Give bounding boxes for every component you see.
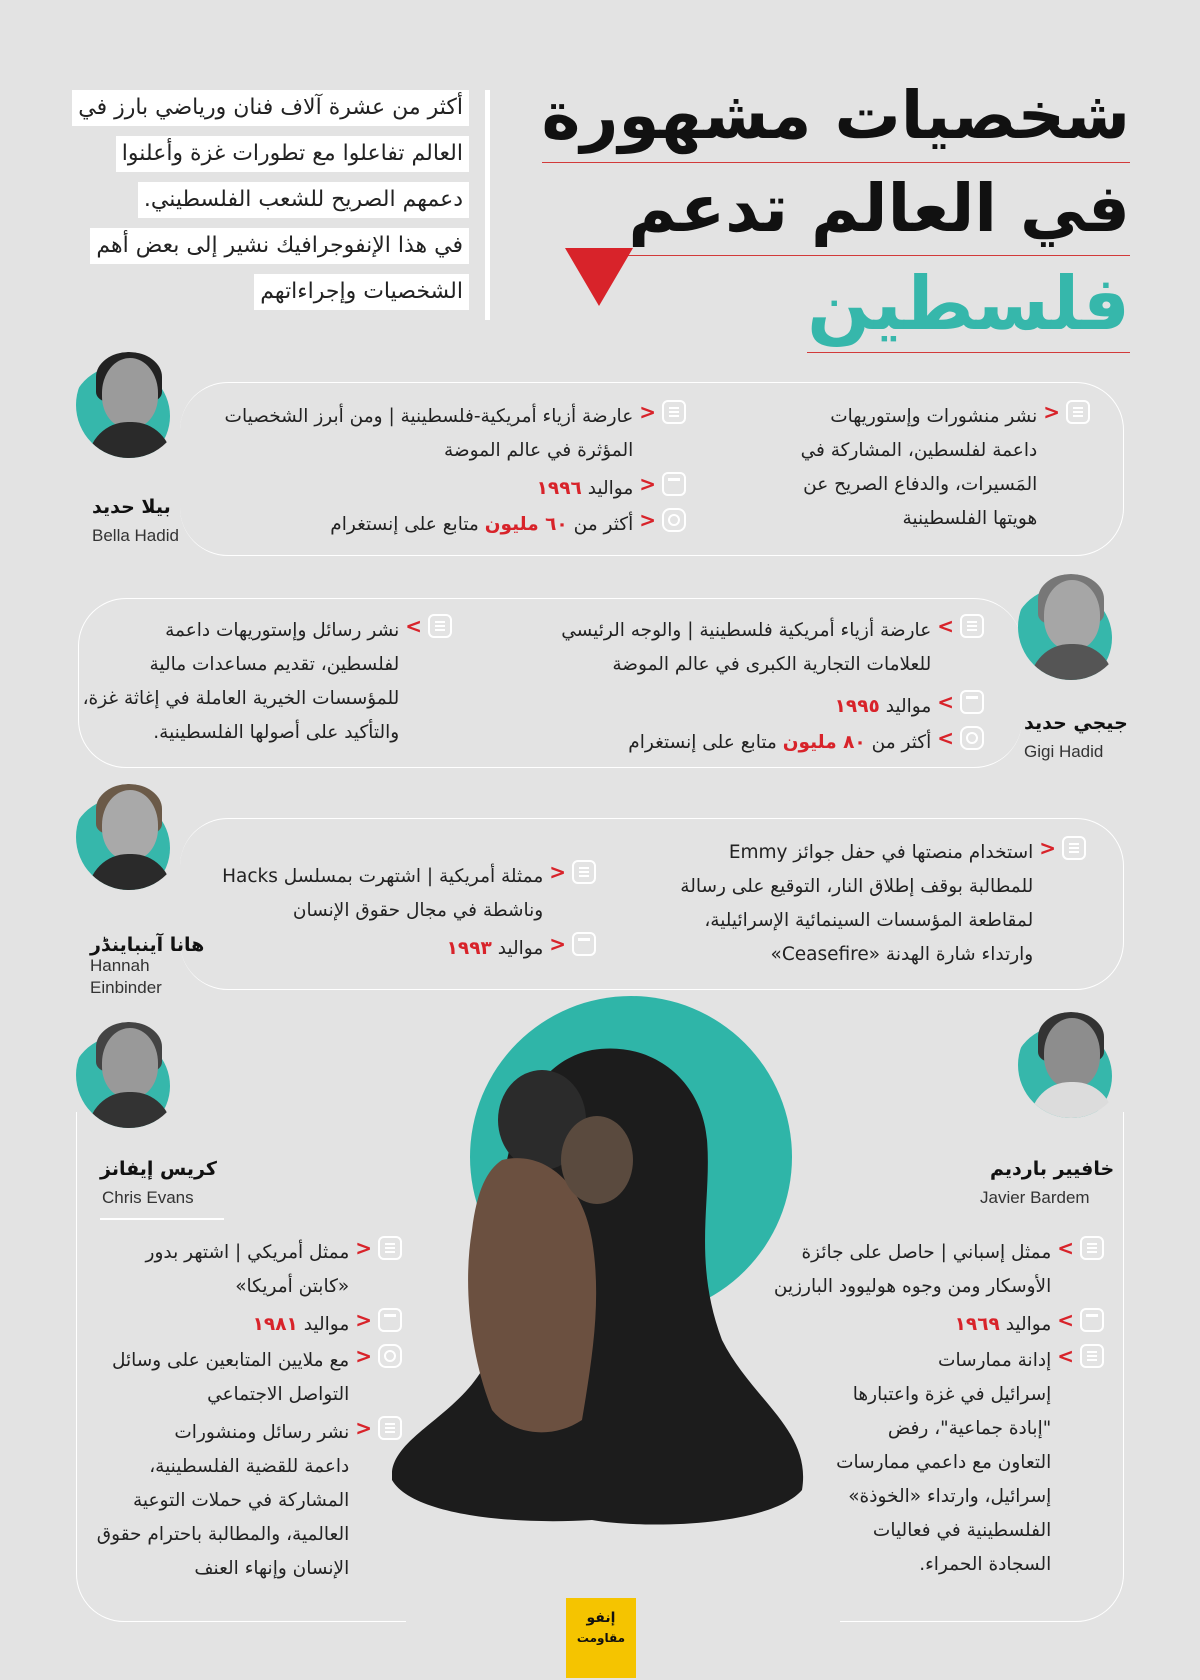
chevron-icon: > [937, 690, 954, 714]
action-line: السجادة الحمراء. [919, 1554, 1052, 1575]
bio-line: للعلامات التجارية الكبرى في عالم الموضة [612, 654, 932, 675]
followers-suffix: متابع على إنستغرام [628, 732, 777, 753]
action-line: هويتها الفلسطينية [902, 508, 1038, 529]
chevron-icon: < [639, 400, 656, 424]
social-row-chris [102, 1344, 402, 1412]
action-line: إسرائيل، وارتداء «الخوذة» [848, 1486, 1052, 1507]
name-ar-javier: خافيير بارديم [990, 1158, 1115, 1180]
name-en-javier: Javier Bardem [980, 1188, 1090, 1207]
name-en-bella: Bella Hadid [92, 526, 179, 545]
action-line: إدانة ممارسات [938, 1350, 1052, 1371]
followers-suffix: متابع على إنستغرام [330, 514, 479, 535]
born-row-hannah [216, 932, 596, 966]
bio-line: عارضة أزياء أمريكية-فلسطينية | ومن أبرز الشخصيات [224, 406, 634, 427]
bio-line: عارضة أزياء أمريكية فلسطينية | والوجه الرئيسي [561, 620, 932, 641]
divider [100, 1218, 224, 1220]
born-row-bella [216, 472, 686, 506]
mother-child-image [392, 1040, 812, 1530]
action-line: العالمية، والمطالبة باحترام حقوق [96, 1524, 350, 1545]
action-line: نشر رسائل وإستوريهات داعمة [165, 620, 400, 641]
action-line: نشر منشورات وإستوريهات [830, 406, 1038, 427]
followers-prefix: أكثر من [871, 732, 932, 753]
calendar-icon [662, 472, 686, 496]
document-icon [960, 614, 984, 638]
actions-row-gigi [82, 614, 452, 750]
born-label: مواليد [303, 1314, 350, 1335]
followers-value: ٦٠ مليون [484, 514, 568, 535]
page-title [530, 70, 1130, 353]
checklist-icon [1066, 400, 1090, 424]
calendar-icon [378, 1308, 402, 1332]
chevron-icon: < [639, 472, 656, 496]
bio-row-hannah [216, 860, 596, 928]
actions-row-hannah [680, 836, 1086, 972]
intro-line: في هذا الإنفوجرافيك نشير إلى بعض أهم [90, 228, 469, 264]
intro-line: العالم تفاعلوا مع تطورات غزة وأعلنوا [116, 136, 469, 172]
born-label: مواليد [587, 478, 634, 499]
born-row-javier [804, 1308, 1104, 1342]
name-en-gigi: Gigi Hadid [1024, 742, 1104, 761]
chevron-icon: < [549, 932, 566, 956]
avatar-bella-hadid [76, 352, 182, 458]
logo-line: إنفو [586, 1610, 616, 1626]
action-line: لمقاطعة المؤسسات السينمائية الإسرائيلية، [704, 910, 1034, 931]
name-ar-chris: كريس إيفانز [100, 1158, 217, 1180]
document-icon [1080, 1236, 1104, 1260]
chevron-icon: > [937, 614, 954, 638]
name-ar-hannah: هانا آينباينڈر [90, 934, 205, 956]
name-ar-bella: بيلا حديد [92, 496, 171, 518]
actions-row-chris [96, 1416, 402, 1586]
action-line: إسرائيل في غزة واعتبارها [852, 1384, 1052, 1405]
action-line: نشر رسائل ومنشورات [174, 1422, 350, 1443]
checklist-icon [1062, 836, 1086, 860]
avatar-chris-evans [76, 1022, 182, 1128]
chevron-icon: > [937, 726, 954, 750]
followers-prefix: أكثر من [573, 514, 634, 535]
bio-row-gigi [554, 614, 984, 682]
chevron-icon: > [1057, 1344, 1074, 1368]
chevron-icon: < [355, 1308, 372, 1332]
action-line: الإنسان وإنهاء العنف [194, 1558, 350, 1579]
born-row-gigi [554, 690, 984, 724]
title-line-1: شخصيات مشهورة [542, 70, 1130, 163]
instagram-icon [662, 508, 686, 532]
born-year: ١٩٩٥ [834, 696, 880, 717]
action-line: المَسيرات، والدفاع الصريح عن [803, 474, 1038, 495]
bio-row-javier [773, 1236, 1104, 1304]
action-line: استخدام منصتها في حفل جوائز Emmy [728, 842, 1034, 863]
title-line-3: فلسطين [807, 256, 1130, 353]
name-en-hannah-1: Hannah [90, 956, 150, 975]
born-label: مواليد [497, 938, 544, 959]
document-icon [378, 1236, 402, 1260]
bio-line: المؤثرة في عالم الموضة [443, 440, 634, 461]
calendar-icon [1080, 1308, 1104, 1332]
followers-row-bella [216, 508, 686, 542]
action-line: للمؤسسات الخيرية العاملة في إغاثة غزة، [82, 688, 400, 709]
instagram-icon [378, 1344, 402, 1368]
calendar-icon [572, 932, 596, 956]
avatar-javier-bardem [1018, 1012, 1124, 1118]
born-row-chris [102, 1308, 402, 1342]
bio-row-chris [102, 1236, 402, 1304]
chevron-icon: < [355, 1344, 372, 1368]
action-line: الفلسطينية في فعاليات [872, 1520, 1052, 1541]
checklist-icon [428, 614, 452, 638]
instagram-icon [960, 726, 984, 750]
chevron-icon: < [1039, 836, 1056, 860]
actions-row-bella [790, 400, 1090, 536]
born-year: ١٩٨١ [252, 1314, 298, 1335]
intro-line: دعمهم الصريح للشعب الفلسطيني. [138, 182, 469, 218]
logo-line: مقاومت [576, 1631, 626, 1645]
chevron-icon: < [355, 1236, 372, 1260]
red-triangle-icon [565, 248, 633, 306]
born-year: ١٩٦٩ [954, 1314, 1000, 1335]
checklist-icon [378, 1416, 402, 1440]
chevron-icon: > [1057, 1308, 1074, 1332]
chevron-icon: < [549, 860, 566, 884]
calendar-icon [960, 690, 984, 714]
social-line: مع ملايين المتابعين على وسائل [111, 1350, 350, 1371]
bio-line: ممثل أمريكي | اشتهر بدور [145, 1242, 350, 1263]
bio-line: ممثلة أمريكية | اشتهرت بمسلسل Hacks [222, 866, 544, 887]
chevron-icon: > [1057, 1236, 1074, 1260]
intro-paragraph [78, 90, 490, 320]
intro-line: أكثر من عشرة آلاف فنان ورياضي بارز في [72, 90, 469, 126]
born-label: مواليد [1005, 1314, 1052, 1335]
document-icon [662, 400, 686, 424]
followers-value: ٨٠ مليون [782, 732, 866, 753]
bio-line: ممثل إسباني | حاصل على جائزة [801, 1242, 1052, 1263]
chevron-icon: < [355, 1416, 372, 1440]
name-en-chris: Chris Evans [102, 1188, 194, 1207]
chevron-icon: > [405, 614, 422, 638]
actions-row-javier [804, 1344, 1104, 1582]
action-line: لفلسطين، تقديم مساعدات مالية [149, 654, 400, 675]
action-line: داعمة لفلسطين، المشاركة في [800, 440, 1038, 461]
followers-row-gigi [554, 726, 984, 760]
name-ar-gigi: جيجي حديد [1024, 712, 1128, 734]
chevron-icon: < [1043, 400, 1060, 424]
born-year: ١٩٩٦ [536, 478, 582, 499]
bio-line: وناشطة في مجال حقوق الإنسان [292, 900, 544, 921]
action-line: للمطالبة بوقف إطلاق النار، التوقيع على رسالة [680, 876, 1034, 897]
brand-logo [566, 1598, 636, 1678]
avatar-gigi-hadid [1018, 574, 1124, 680]
action-line: والتأكيد على أصولها الفلسطينية. [153, 722, 400, 743]
action-line: وارتداء شارة الهدنة «Ceasefire» [770, 944, 1034, 965]
checklist-icon [1080, 1344, 1104, 1368]
born-label: مواليد [885, 696, 932, 717]
bio-line: الأوسكار ومن وجوه هوليوود البارزين [773, 1276, 1052, 1297]
action-line: "إبادة جماعية"، رفض [887, 1418, 1052, 1439]
born-year: ١٩٩٣ [446, 938, 492, 959]
name-en-hannah-2: Einbinder [90, 978, 162, 997]
bio-line: «كابتن أمريكا» [235, 1276, 350, 1297]
avatar-hannah-einbinder [76, 784, 182, 890]
social-line: التواصل الاجتماعي [207, 1384, 350, 1405]
bio-row-bella [216, 400, 686, 468]
chevron-icon: < [639, 508, 656, 532]
intro-line: الشخصيات وإجراءاتهم [254, 274, 469, 310]
document-icon [572, 860, 596, 884]
action-line: المشاركة في حملات التوعية [133, 1490, 350, 1511]
action-line: التعاون مع داعمي ممارسات [836, 1452, 1052, 1473]
title-line-2: في العالم تدعم [628, 163, 1130, 256]
action-line: داعمة للقضية الفلسطينية، [149, 1456, 350, 1477]
